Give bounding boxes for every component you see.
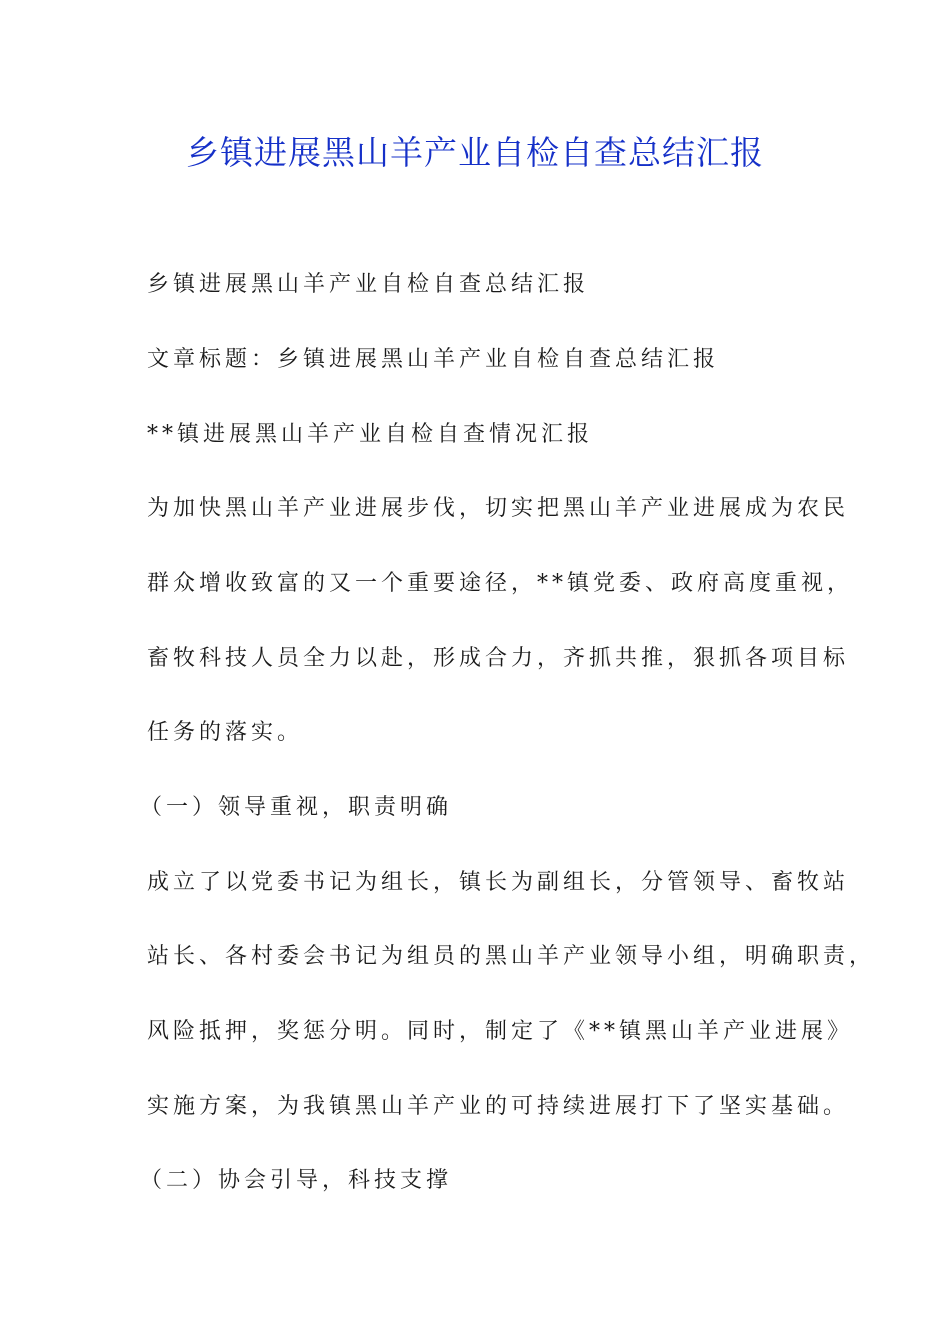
paragraph-2-line-1: 成立了以党委书记为组长，镇长为副组长，分管领导、畜牧站 <box>147 870 850 895</box>
paragraph-1-line-3: 畜牧科技人员全力以赴，形成合力，齐抓共推，狠抓各项目标 <box>147 646 850 671</box>
paragraph-2-line-3: 风险抵押，奖惩分明。同时，制定了《**镇黑山羊产业进展》 <box>147 1019 854 1044</box>
paragraph-2-line-2: 站长、各村委会书记为组员的黑山羊产业领导小组，明确职责， <box>147 944 876 969</box>
document-title: 乡镇进展黑山羊产业自检自查总结汇报 <box>186 133 764 172</box>
paragraph-1-line-2: 群众增收致富的又一个重要途径，**镇党委、政府高度重视， <box>147 571 854 596</box>
doc-subtitle-line: 乡镇进展黑山羊产业自检自查总结汇报 <box>147 272 590 297</box>
section-heading-2: （二）协会引导，科技支撑 <box>140 1168 453 1193</box>
article-title-line: 文章标题：乡镇进展黑山羊产业自检自查总结汇报 <box>147 347 720 372</box>
paragraph-2-line-4: 实施方案，为我镇黑山羊产业的可持续进展打下了坚实基础。 <box>147 1094 850 1119</box>
report-heading-line: **镇进展黑山羊产业自检自查情况汇报 <box>147 422 594 447</box>
paragraph-1-line-4: 任务的落实。 <box>147 720 304 745</box>
paragraph-1-line-1: 为加快黑山羊产业进展步伐，切实把黑山羊产业进展成为农民 <box>147 496 850 521</box>
section-heading-1: （一）领导重视，职责明确 <box>140 795 453 820</box>
